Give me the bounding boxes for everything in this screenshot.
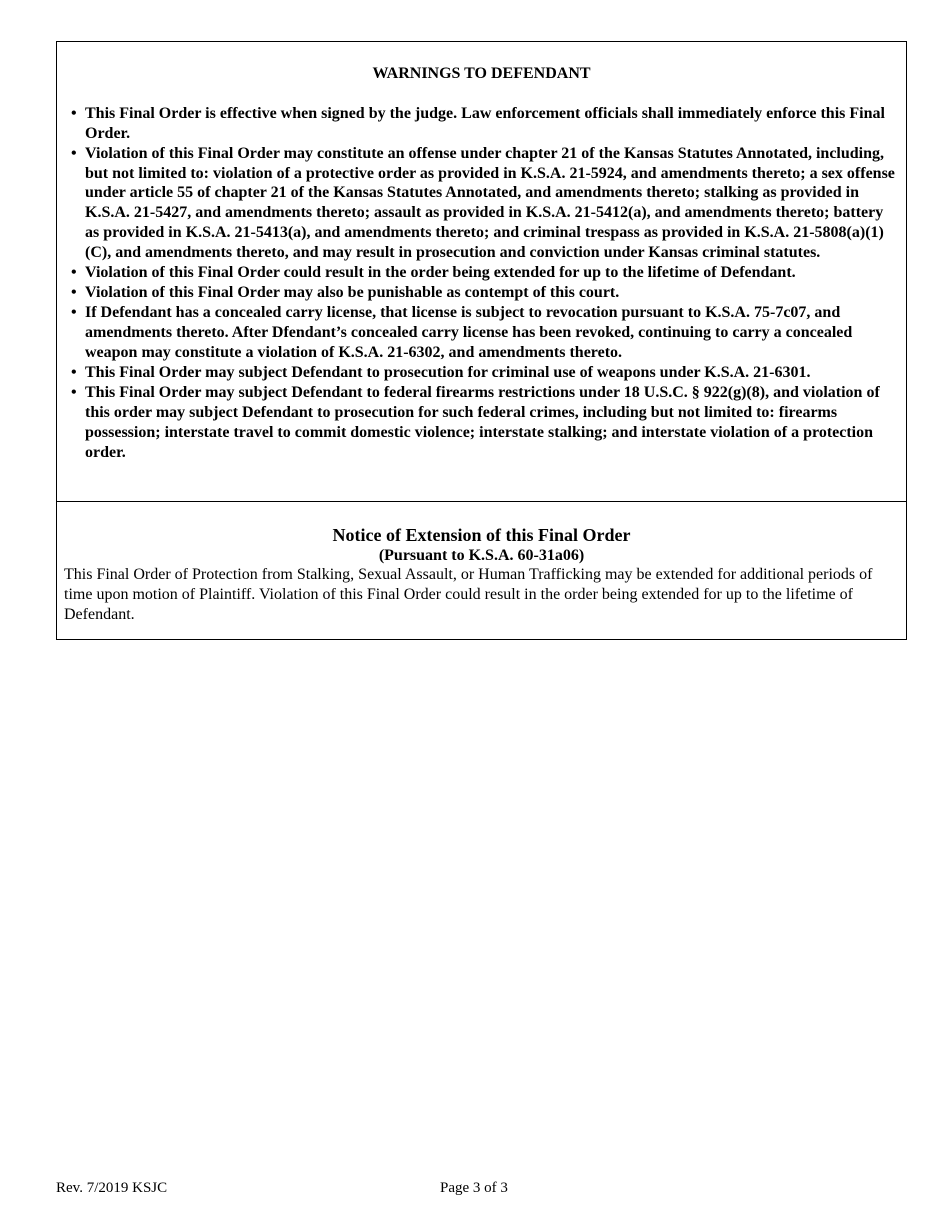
footer-page-number: Page 3 of 3	[440, 1180, 508, 1196]
notice-subtitle: (Pursuant to K.S.A. 60-31a06)	[378, 547, 585, 564]
warning-item	[71, 383, 898, 462]
warnings-box	[56, 41, 907, 640]
warning-item	[71, 303, 898, 362]
notice-title: Notice of Extension of this Final Order	[332, 525, 631, 545]
warning-text: Violation of this Final Order may constitute an offense under chapter 21 of the Kansas Statutes Annotated, including, but not limited to: violation of a protective order as provided in K.S.A. 21-5924, and amendments thereto; a sex offense under article 55 of chapter 21 of the Kansas Statutes Annotated, and amendments thereto; stalking as provided in K.S.A. 21-5427, and amendments thereto; assault as provided in K.S.A. 21-5412(a), and amendments thereto; battery as provided in K.S.A. 21-5413(a), and amendments thereto; and criminal trespass as provided in K.S.A. 21-5808(a)(1)(C), and amendments thereto, and may result in prosecution and conviction under Kansas criminal statutes.	[85, 145, 895, 261]
warning-text: This Final Order may subject Defendant to federal firearms restrictions under 18 U.S.C. § 922(g)(8), and violation of this order may subject Defendant to prosecution for such federal crimes, including but not limited to: firearms possession; interstate travel to commit domestic violence; interstate stalking; and interstate violation of a protection order.	[85, 384, 880, 461]
warnings-title: WARNINGS TO DEFENDANT	[372, 65, 591, 82]
bullet-icon: •	[71, 105, 77, 122]
warning-text: Violation of this Final Order could result in the order being extended for up to the lifetime of Defendant.	[85, 263, 796, 281]
footer-revision: Rev. 7/2019 KSJC	[56, 1180, 168, 1196]
warning-item	[71, 104, 898, 143]
warning-item	[71, 283, 898, 303]
bullet-icon: •	[71, 263, 77, 281]
warning-text: This Final Order is effective when signed by the judge. Law enforcement officials shall immediately enforce this Final Order.	[85, 105, 885, 142]
warning-item	[71, 144, 898, 262]
section-divider	[57, 501, 906, 502]
warning-text: This Final Order may subject Defendant to prosecution for criminal use of weapons under K.S.A. 21-6301.	[85, 364, 811, 382]
bullet-icon: •	[71, 304, 77, 322]
warning-text: If Defendant has a concealed carry license, that license is subject to revocation pursuant to K.S.A. 75-7c07, and amendments thereto. After Dfendant’s concealed carry license has been revoked, continuing to carry a concealed weapon may constitute a violation of K.S.A. 21-6302, and amendments thereto.	[85, 304, 853, 361]
bullet-icon: •	[71, 284, 77, 302]
bullet-icon: •	[71, 384, 77, 402]
warnings-list	[71, 104, 898, 463]
bullet-icon: •	[71, 364, 77, 382]
warning-item	[71, 263, 898, 283]
bullet-icon: •	[71, 145, 77, 162]
notice-body: This Final Order of Protection from Stalking, Sexual Assault, or Human Trafficking may be extended for additional periods of time upon motion of Plaintiff. Violation of this Final Order could result in the order being extended for up to the lifetime of Defendant.	[64, 566, 873, 623]
warning-item	[71, 363, 898, 383]
warning-text: Violation of this Final Order may also be punishable as contempt of this court.	[85, 284, 620, 302]
